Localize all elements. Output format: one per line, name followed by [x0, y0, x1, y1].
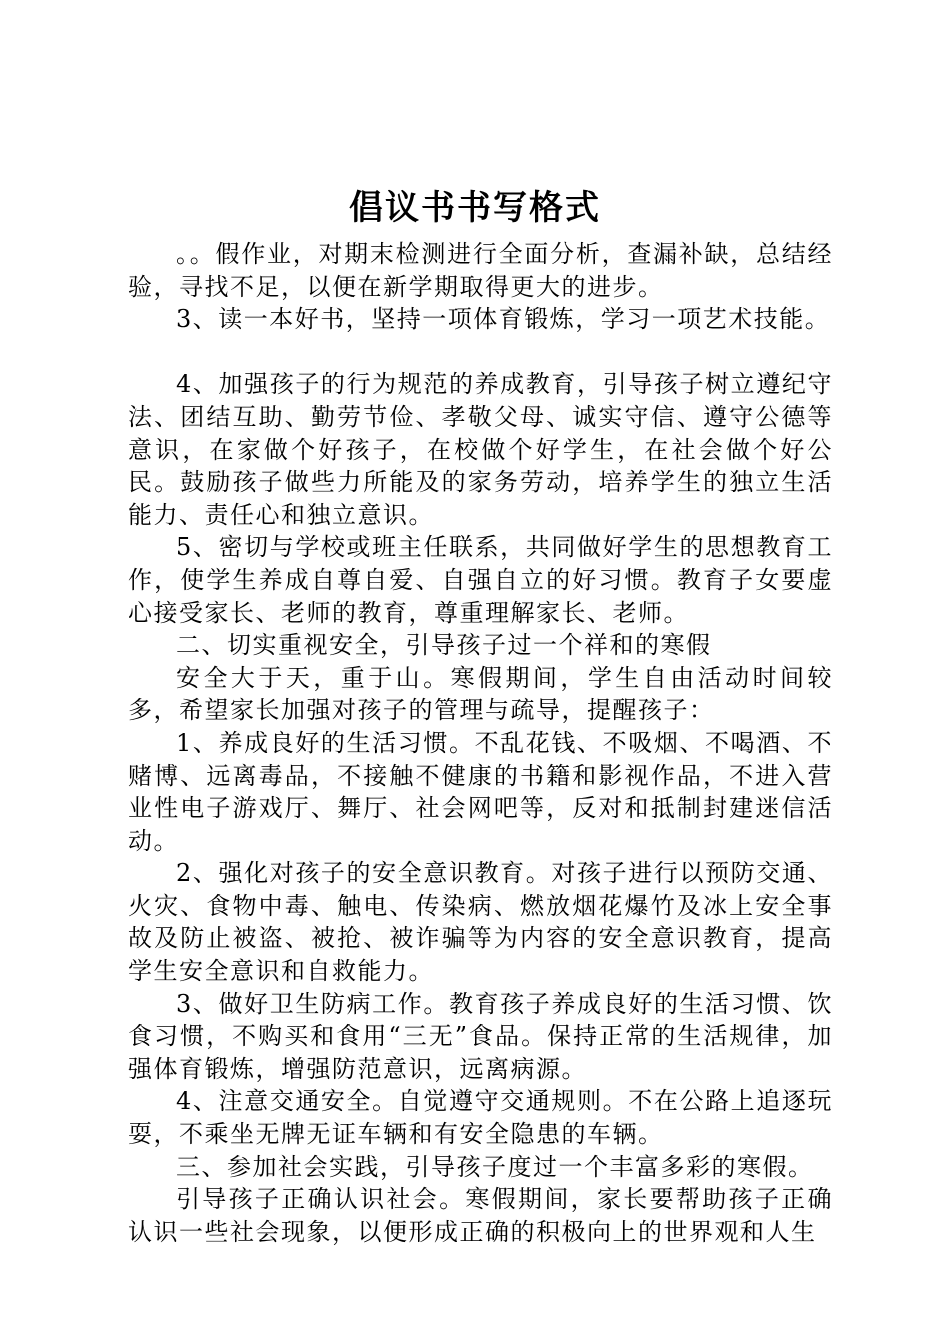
section-heading: 二、切实重视安全，引导孩子过一个祥和的寒假 — [176, 631, 712, 660]
paragraph: 引导孩子正确认识社会。寒假期间，家长要帮助孩子正确认识一些社会现象，以便形成正确的积极向上的世界观和人生 — [128, 1185, 833, 1246]
document-title: 倡议书书写格式 — [349, 188, 601, 228]
document-body — [128, 238, 833, 1248]
section-heading: 三、参加社会实践，引导孩子度过一个丰富多彩的寒假。 — [176, 1152, 814, 1181]
paragraph: 5、密切与学校或班主任联系，共同做好学生的思想教育工作，使学生养成自尊自爱、自强自立的好习惯。教育子女要虚心接受家长、老师的教育，尊重理解家长、老师。 — [128, 533, 833, 627]
paragraph: 3、读一本好书，坚持一项体育锻炼，学习一项艺术技能。 — [176, 305, 831, 334]
paragraph: 。。假作业，对期末检测进行全面分析，查漏补缺，总结经验，寻找不足，以便在新学期取得更大的进步。 — [128, 240, 833, 301]
blank-line — [128, 336, 833, 369]
paragraph: 4、注意交通安全。自觉遵守交通规则。不在公路上追逐玩耍，不乘坐无牌无证车辆和有安全隐患的车辆。 — [128, 1087, 833, 1149]
paragraph: 安全大于天，重于山。寒假期间，学生自由活动时间较多，希望家长加强对孩子的管理与疏导，提醒孩子： — [128, 663, 833, 725]
paragraph: 2、强化对孩子的安全意识教育。对孩子进行以预防交通、火灾、食物中毒、触电、传染病、燃放烟花爆竹及冰上安全事故及防止被盗、被抢、被诈骗等为内容的安全意识教育，提高学生安全意识和自救能力。 — [128, 859, 833, 986]
paragraph: 4、加强孩子的行为规范的养成教育，引导孩子树立遵纪守法、团结互助、勤劳节俭、孝敬父母、诚实守信、遵守公德等意识，在家做个好孩子，在校做个好学生，在社会做个好公民。鼓励孩子做些力所能及的家务劳动，培养学生的独立生活能力、责任心和独立意识。 — [128, 370, 833, 529]
paragraph: 1、养成良好的生活习惯。不乱花钱、不吸烟、不喝酒、不赌博、远离毒品，不接触不健康的书籍和影视作品，不进入营业性电子游戏厅、舞厅、社会网吧等，反对和抵制封建迷信活动。 — [128, 728, 833, 855]
paragraph: 3、做好卫生防病工作。教育孩子养成良好的生活习惯、饮食习惯，不购买和食用“三无”食品。保持正常的生活规律，加强体育锻炼，增强防范意识，远离病源。 — [128, 989, 833, 1083]
